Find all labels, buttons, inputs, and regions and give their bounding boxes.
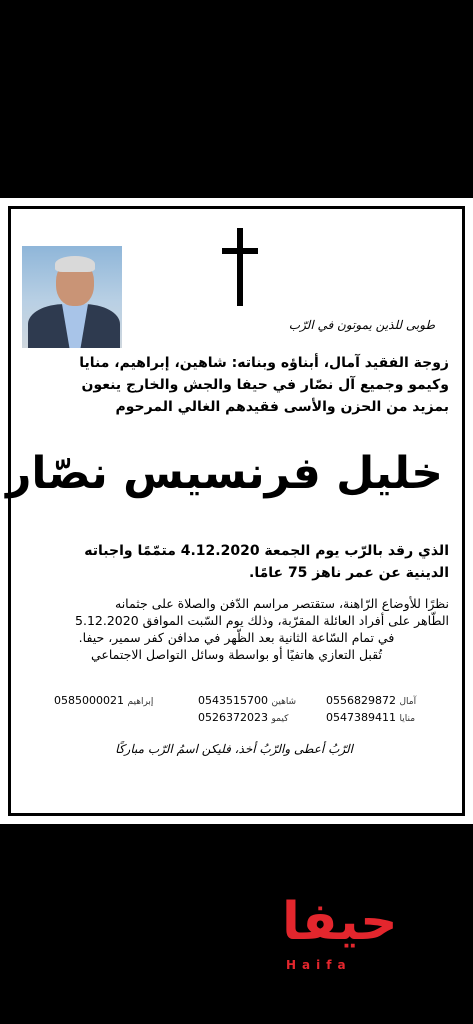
contact-kimo: 0526372023 كيمو <box>198 711 289 724</box>
cross-icon <box>222 228 258 306</box>
deceased-name: خليل فرنسيس نصّار <box>6 448 443 499</box>
haifa-logo-latin: Haifa <box>286 958 352 972</box>
intro-line-1: زوجة الفقيد آمال، أبناؤه وبناته: شاهين، إبراهيم، منايا <box>79 355 449 371</box>
deceased-photo <box>22 246 122 348</box>
intro-line-3: بمزيد من الحزن والأسى فقيدهم الغالي المرحوم <box>115 399 449 415</box>
verse-top: طوبى للذين يموتون في الرّب <box>288 318 435 332</box>
contact-amal: 0556829872 آمال <box>326 694 417 707</box>
contact-ibrahim: 0585000021 إبراهيم <box>54 694 154 707</box>
death-line-2: الدينية عن عمر ناهز 75 عامًا. <box>249 565 449 581</box>
intro-line-2: وكيمو وجميع آل نصّار في حيفا والجش والخارج ينعون <box>81 377 449 393</box>
death-line-1: الذي رقد بالرّب يوم الجمعة 4.12.2020 متمّمًا واجباته <box>84 543 449 559</box>
haifa-logo: حيفا <box>282 892 398 952</box>
contact-shahin: 0543515700 شاهين <box>198 694 297 707</box>
arrangement-line-1: نظرًا للأوضاع الرّاهنة، ستقتصر مراسم الدّفن والصلاة على جثمانه <box>115 596 449 611</box>
contact-manaya: 0547389411 منايا <box>326 711 416 724</box>
arrangement-line-2: الطّاهر على أفراد العائلة المقرّبة، وذلك يوم السّبت الموافق 5.12.2020 <box>75 613 449 628</box>
arrangement-line-3: في تمام السّاعة الثانية بعد الظّهر في مدافن كفر سمير، حيفا. <box>78 630 395 645</box>
arrangement-line-4: تُقبل التعازي هاتفيًا أو بواسطة وسائل التواصل الاجتماعي <box>90 647 383 662</box>
verse-bottom: الرّبُ أعطى والرّبُ أخذ، فليكن اسمُ الرّب مباركًا <box>115 742 353 756</box>
